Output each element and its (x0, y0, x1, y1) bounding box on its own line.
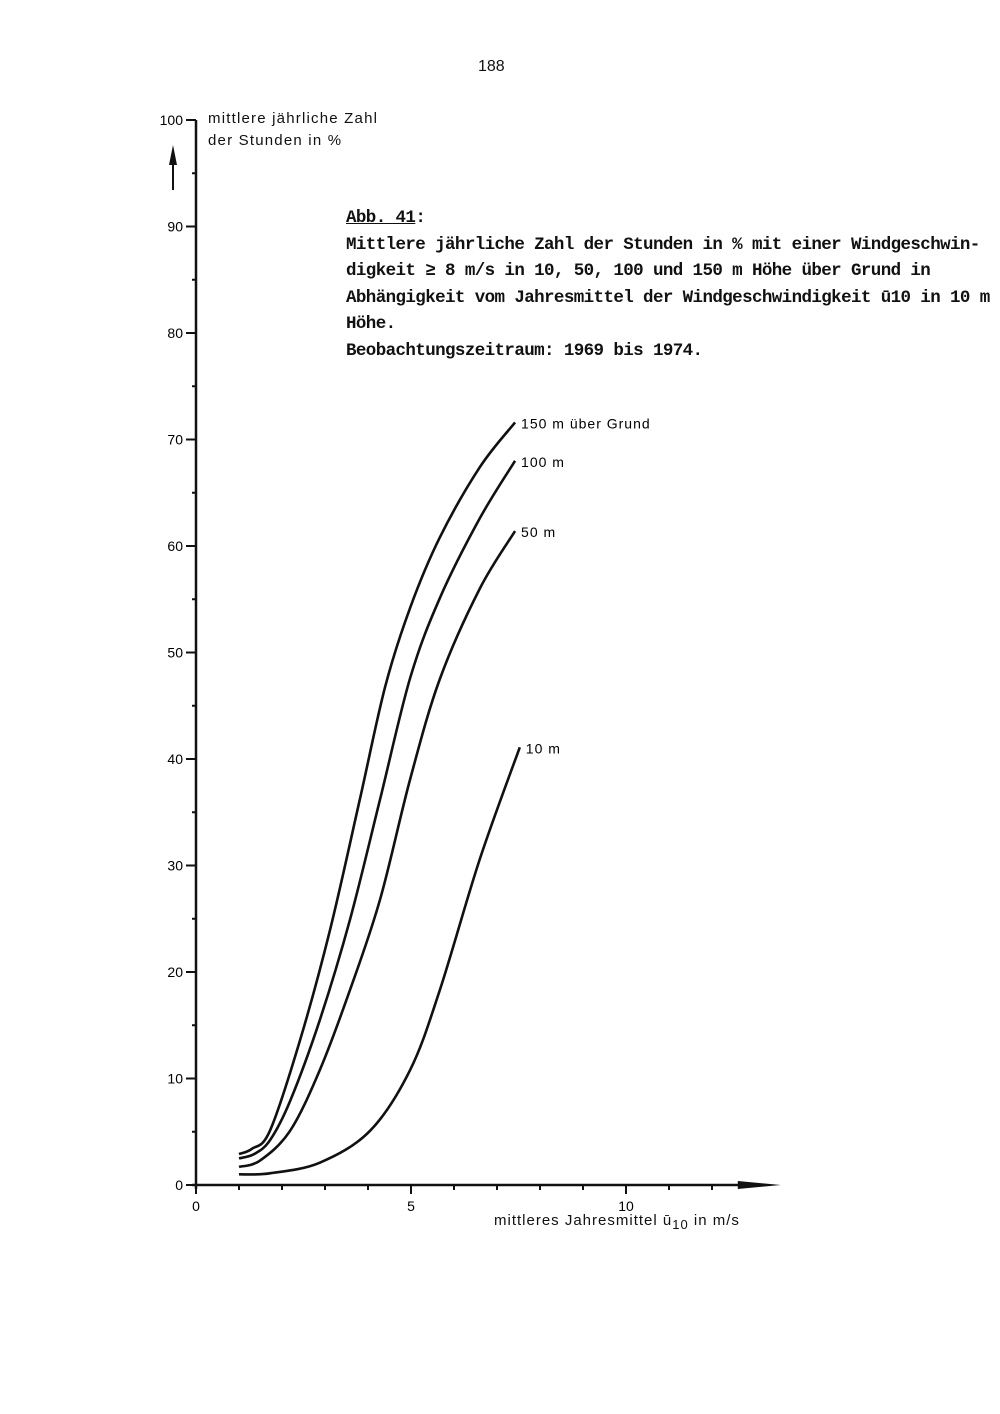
y-tick-label: 30 (167, 857, 183, 874)
y-axis-arrow-icon (169, 145, 177, 165)
y-tick-label: 70 (167, 431, 183, 448)
caption-line: Mittlere jährliche Zahl der Stunden in % mit einer Windgeschwin- (346, 234, 980, 255)
x-axis-label-subscript: 10 (672, 1217, 689, 1232)
series-label: 150 m über Grund (521, 415, 651, 432)
x-tick-label: 10 (618, 1198, 634, 1214)
x-axis-arrow-icon (738, 1181, 781, 1189)
x-axis-label-unit: in m/s (688, 1212, 740, 1229)
caption-line: Abhängigkeit vom Jahresmittel der Windgeschwindigkeit ū10 in 10 m (346, 287, 990, 308)
x-tick-label: 5 (407, 1198, 415, 1214)
y-tick-label: 60 (167, 538, 183, 554)
y-tick-label: 10 (167, 1070, 183, 1087)
y-tick-label: 20 (167, 964, 183, 980)
y-tick-label: 80 (167, 325, 183, 341)
caption-line: Beobachtungszeitraum: 1969 bis 1974. (346, 340, 703, 361)
y-tick-label: 100 (159, 112, 183, 128)
series-label: 10 m (525, 740, 561, 757)
caption-line: Höhe. (346, 314, 396, 334)
y-tick-label: 40 (167, 751, 183, 767)
series-line-100m (239, 461, 515, 1159)
x-tick-label: 0 (192, 1198, 200, 1214)
y-axis-label-line1: mittlere jährliche Zahl (208, 110, 379, 127)
series-line-50m (239, 531, 515, 1167)
series-label: 100 m (521, 453, 565, 470)
y-axis-label-line2: der Stunden in % (208, 132, 343, 149)
caption-title: Abb. 41 (346, 208, 416, 228)
caption-title-suffix: : (415, 208, 426, 228)
y-tick-label: 90 (167, 218, 183, 235)
page-number: 188 (478, 58, 505, 75)
series-line-10m (239, 747, 520, 1174)
caption-line: digkeit ≥ 8 m/s in 10, 50, 100 und 150 m Höhe über Grund in (346, 261, 931, 281)
y-tick-label: 50 (167, 644, 183, 661)
x-axis-label-text: mittleres Jahresmittel ū (494, 1212, 673, 1229)
y-tick-label: 0 (175, 1177, 183, 1193)
series-label: 50 m (521, 524, 557, 541)
